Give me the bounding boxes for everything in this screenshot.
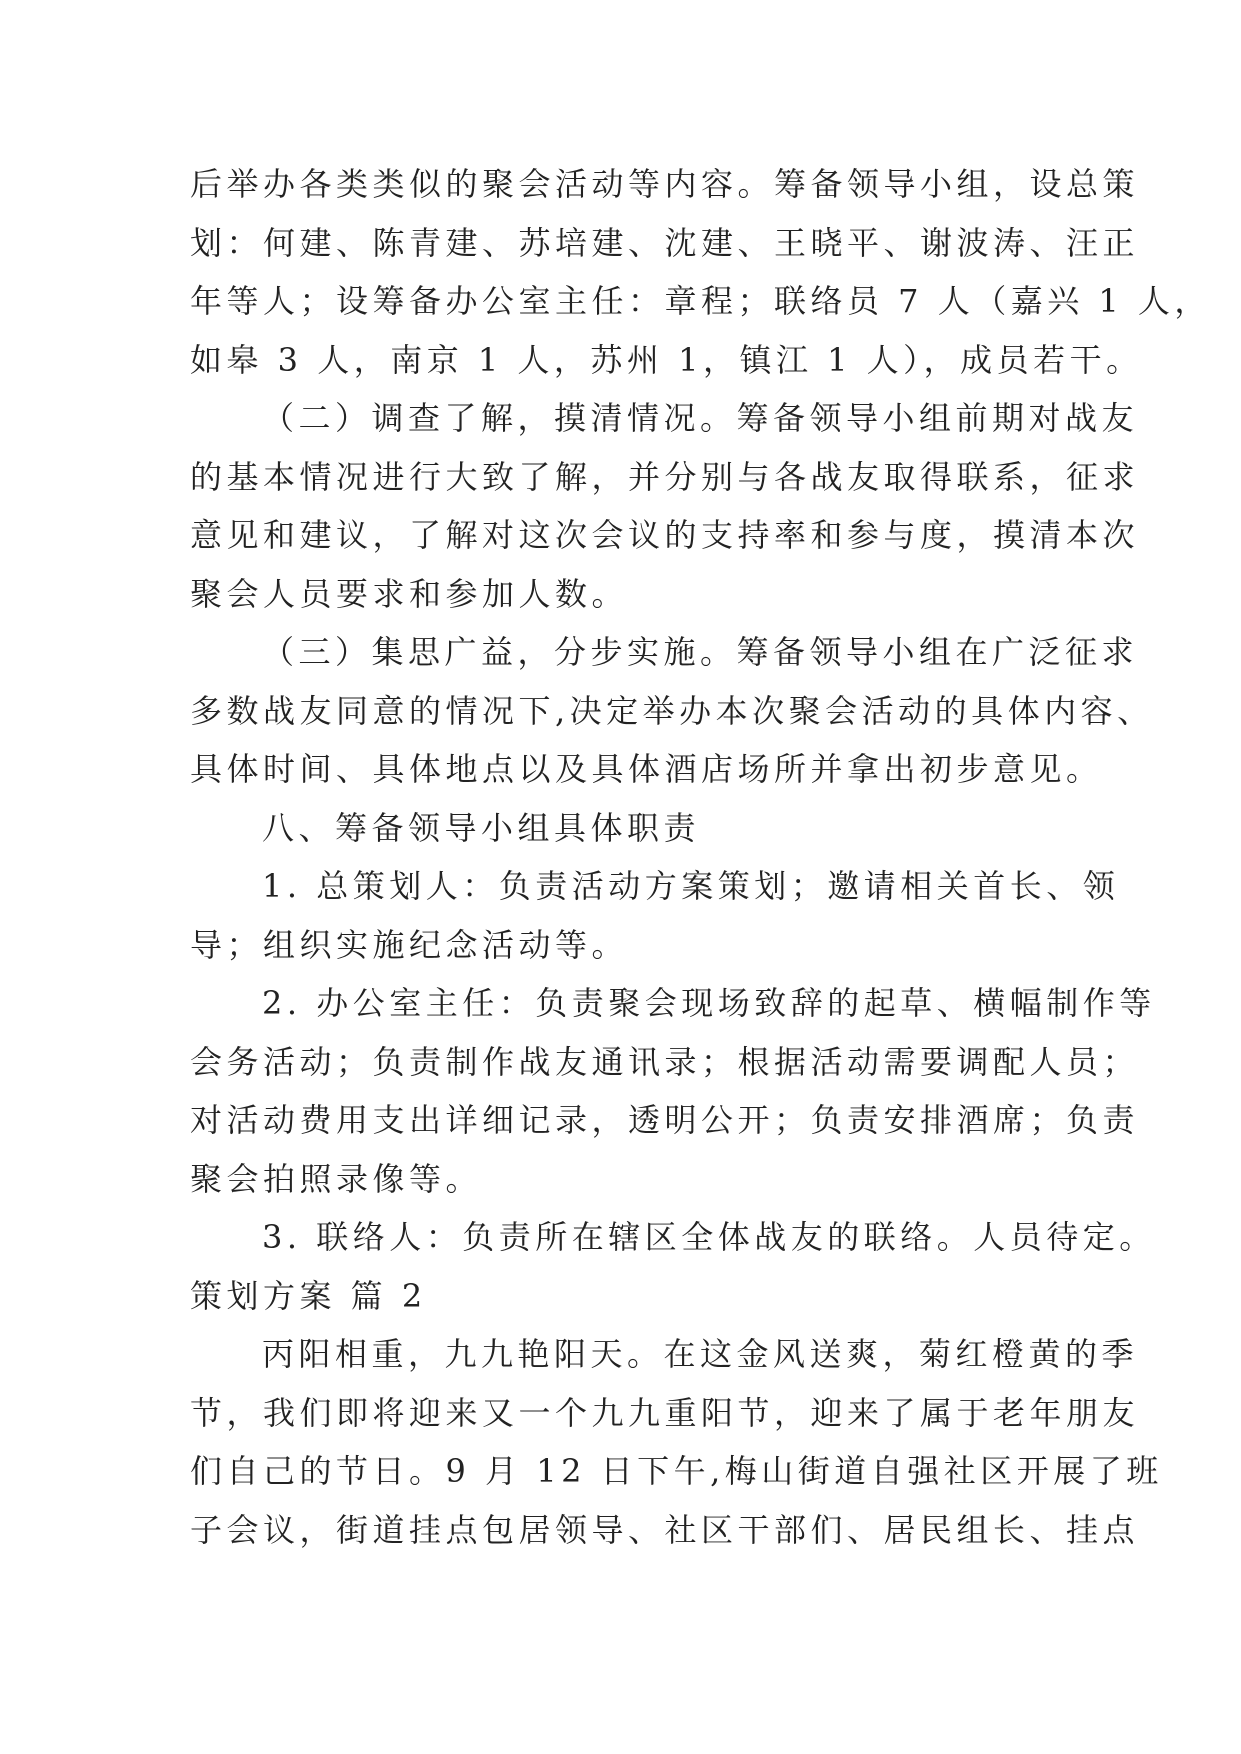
text-line: （三）集思广益，分步实施。筹备领导小组在广泛征求 (262, 633, 1139, 671)
text-line: 1. 总策划人：负责活动方案策划；邀请相关首长、领 (262, 867, 1120, 905)
text-line: 后举办各类类似的聚会活动等内容。筹备领导小组，设总策 (190, 165, 1140, 203)
text-line: 子会议，街道挂点包居领导、社区干部们、居民组长、挂点 (190, 1510, 1140, 1549)
text-line: 节，我们即将迎来又一个九九重阳节，迎来了属于老年朋友 (190, 1393, 1140, 1432)
section-title: 策划方案 篇 2 (190, 1276, 427, 1315)
text-line: 会务活动；负责制作战友通讯录；根据活动需要调配人员； (190, 1042, 1140, 1081)
text-line: 意见和建议，了解对这次会议的支持率和参与度，摸清本次 (190, 516, 1140, 554)
text-line: 的基本情况进行大致了解，并分别与各战友取得联系，征求 (190, 457, 1140, 496)
text-line: （二）调查了解，摸清情况。筹备领导小组前期对战友 (262, 399, 1139, 437)
text-line: 3. 联络人：负责所在辖区全体战友的联络。人员待定。 (262, 1218, 1156, 1256)
text-line: 聚会拍照录像等。 (190, 1159, 483, 1198)
text-line: 丙阳相重，九九艳阳天。在这金风送爽，菊红橙黄的季 (262, 1335, 1139, 1373)
text-line: 年等人；设筹备办公室主任：章程；联络员 7 人（嘉兴 1 人， (190, 282, 1211, 320)
text-line: 2. 办公室主任：负责聚会现场致辞的起草、横幅制作等 (262, 984, 1156, 1022)
text-line: 们自己的节日。9 月 12 日下午,梅山街道自强社区开展了班 (190, 1452, 1163, 1490)
text-line: 具体时间、具体地点以及具体酒店场所并拿出初步意见。 (190, 750, 1103, 788)
text-line: 对活动费用支出详细记录，透明公开；负责安排酒席；负责 (190, 1101, 1140, 1139)
text-line: 聚会人员要求和参加人数。 (190, 574, 629, 613)
text-line: 划：何建、陈青建、苏培建、沈建、王晓平、谢波涛、汪正 (190, 223, 1140, 262)
document-body (190, 155, 1211, 1559)
text-line: 导；组织实施纪念活动等。 (190, 925, 629, 964)
section-heading: 八、筹备领导小组具体职责 (262, 808, 701, 847)
text-line: 多数战友同意的情况下,决定举办本次聚会活动的具体内容、 (190, 691, 1154, 730)
text-line: 如皋 3 人，南京 1 人，苏州 1，镇江 1 人），成员若干。 (190, 340, 1143, 379)
